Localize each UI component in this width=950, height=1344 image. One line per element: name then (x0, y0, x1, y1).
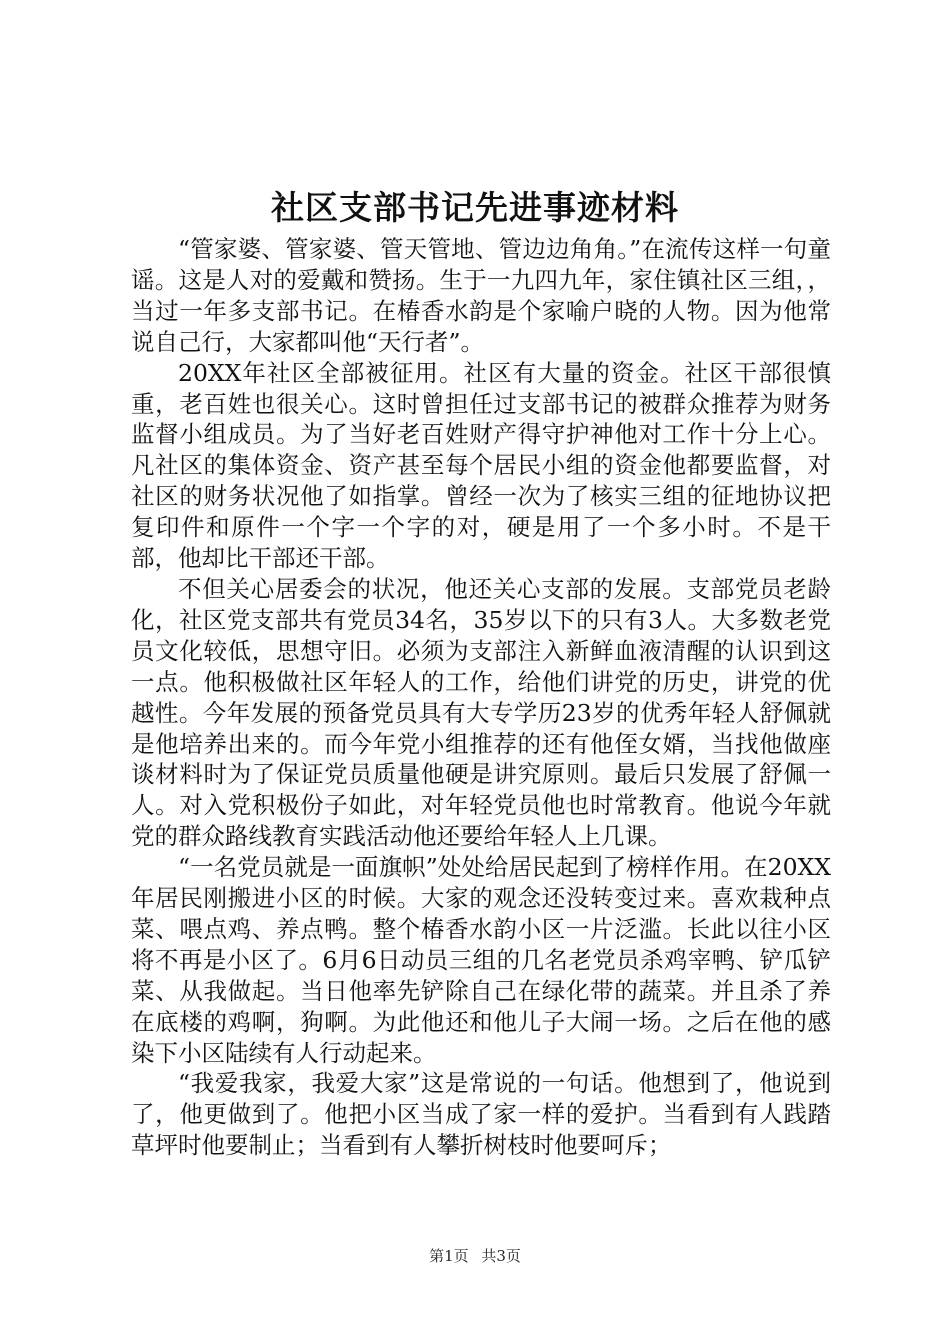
document-title: 社区支部书记先进事迹材料 (271, 188, 679, 227)
page-footer (0, 1246, 950, 1266)
paragraph-4: “一名党员就是一面旗帜”处处给居民起到了榜样作用。在20XX年居民刚搬进小区的时候。大家的观念还没转变过来。喜欢栽种点菜、喂点鸡、养点鸭。整个椿香水韵小区一片泛滥。长此以往小区将不再是小区了。6月6日动员三组的几名老党员杀鸡宰鸭、铲瓜铲菜、从我做起。当日他率先铲除自己在绿化带的蔬菜。并且杀了养在底楼的鸡啊，狗啊。为此他还和他儿子大闹一场。之后在他的感染下小区陆续有人行动起来。 (131, 853, 831, 1067)
paragraph-2: 20XX年社区全部被征用。社区有大量的资金。社区干部很慎重，老百姓也很关心。这时曾担任过支部书记的被群众推荐为财务监督小组成员。为了当好老百姓财产得守护神他对工作十分上心。凡社区的集体资金、资产甚至每个居民小组的资金他都要监督，对社区的财务状况他了如指掌。曾经一次为了核实三组的征地协议把复印件和原件一个字一个字的对，硬是用了一个多小时。不是干部，他却比干部还干部。 (131, 358, 831, 573)
paragraph-3: 不但关心居委会的状况，他还关心支部的发展。支部党员老龄化，社区党支部共有党员34名，35岁以下的只有3人。大多数老党员文化较低，思想守旧。必须为支部注入新鲜血液清醒的认识到这一点。他积极做社区年轻人的工作，给他们讲党的历史，讲党的优越性。今年发展的预备党员具有大专学历23岁的优秀年轻人舒佩就是他培养出来的。而今年党小组推荐的还有他侄女婿，当找他做座谈材料时为了保证党员质量他硬是讲究原则。最后只发展了舒佩一人。对入党积极份子如此，对年轻党员他也时常教育。他说今年就党的群众路线教育实践活动他还要给年轻人上几课。 (131, 574, 831, 851)
page-number: 第1页 (429, 1247, 469, 1265)
paragraph-1: “管家婆、管家婆、管天管地、管边边角角。”在流传这样一句童谣。这是人对的爱戴和赞扬。生于一九四九年，家住镇社区三组，，当过一年多支部书记。在椿香水韵是个家喻户晓的人物。因为他常说自己行，大家都叫他“天行者”。 (131, 235, 831, 356)
paragraph-5: “我爱我家，我爱大家”这是常说的一句话。他想到了，他说到了，他更做到了。他把小区当成了家一样的爱护。当看到有人践踏草坪时他要制止；当看到有人攀折树枝时他要呵斥； (131, 1069, 831, 1160)
document-body (131, 234, 831, 1161)
page-total: 共3页 (481, 1247, 521, 1265)
